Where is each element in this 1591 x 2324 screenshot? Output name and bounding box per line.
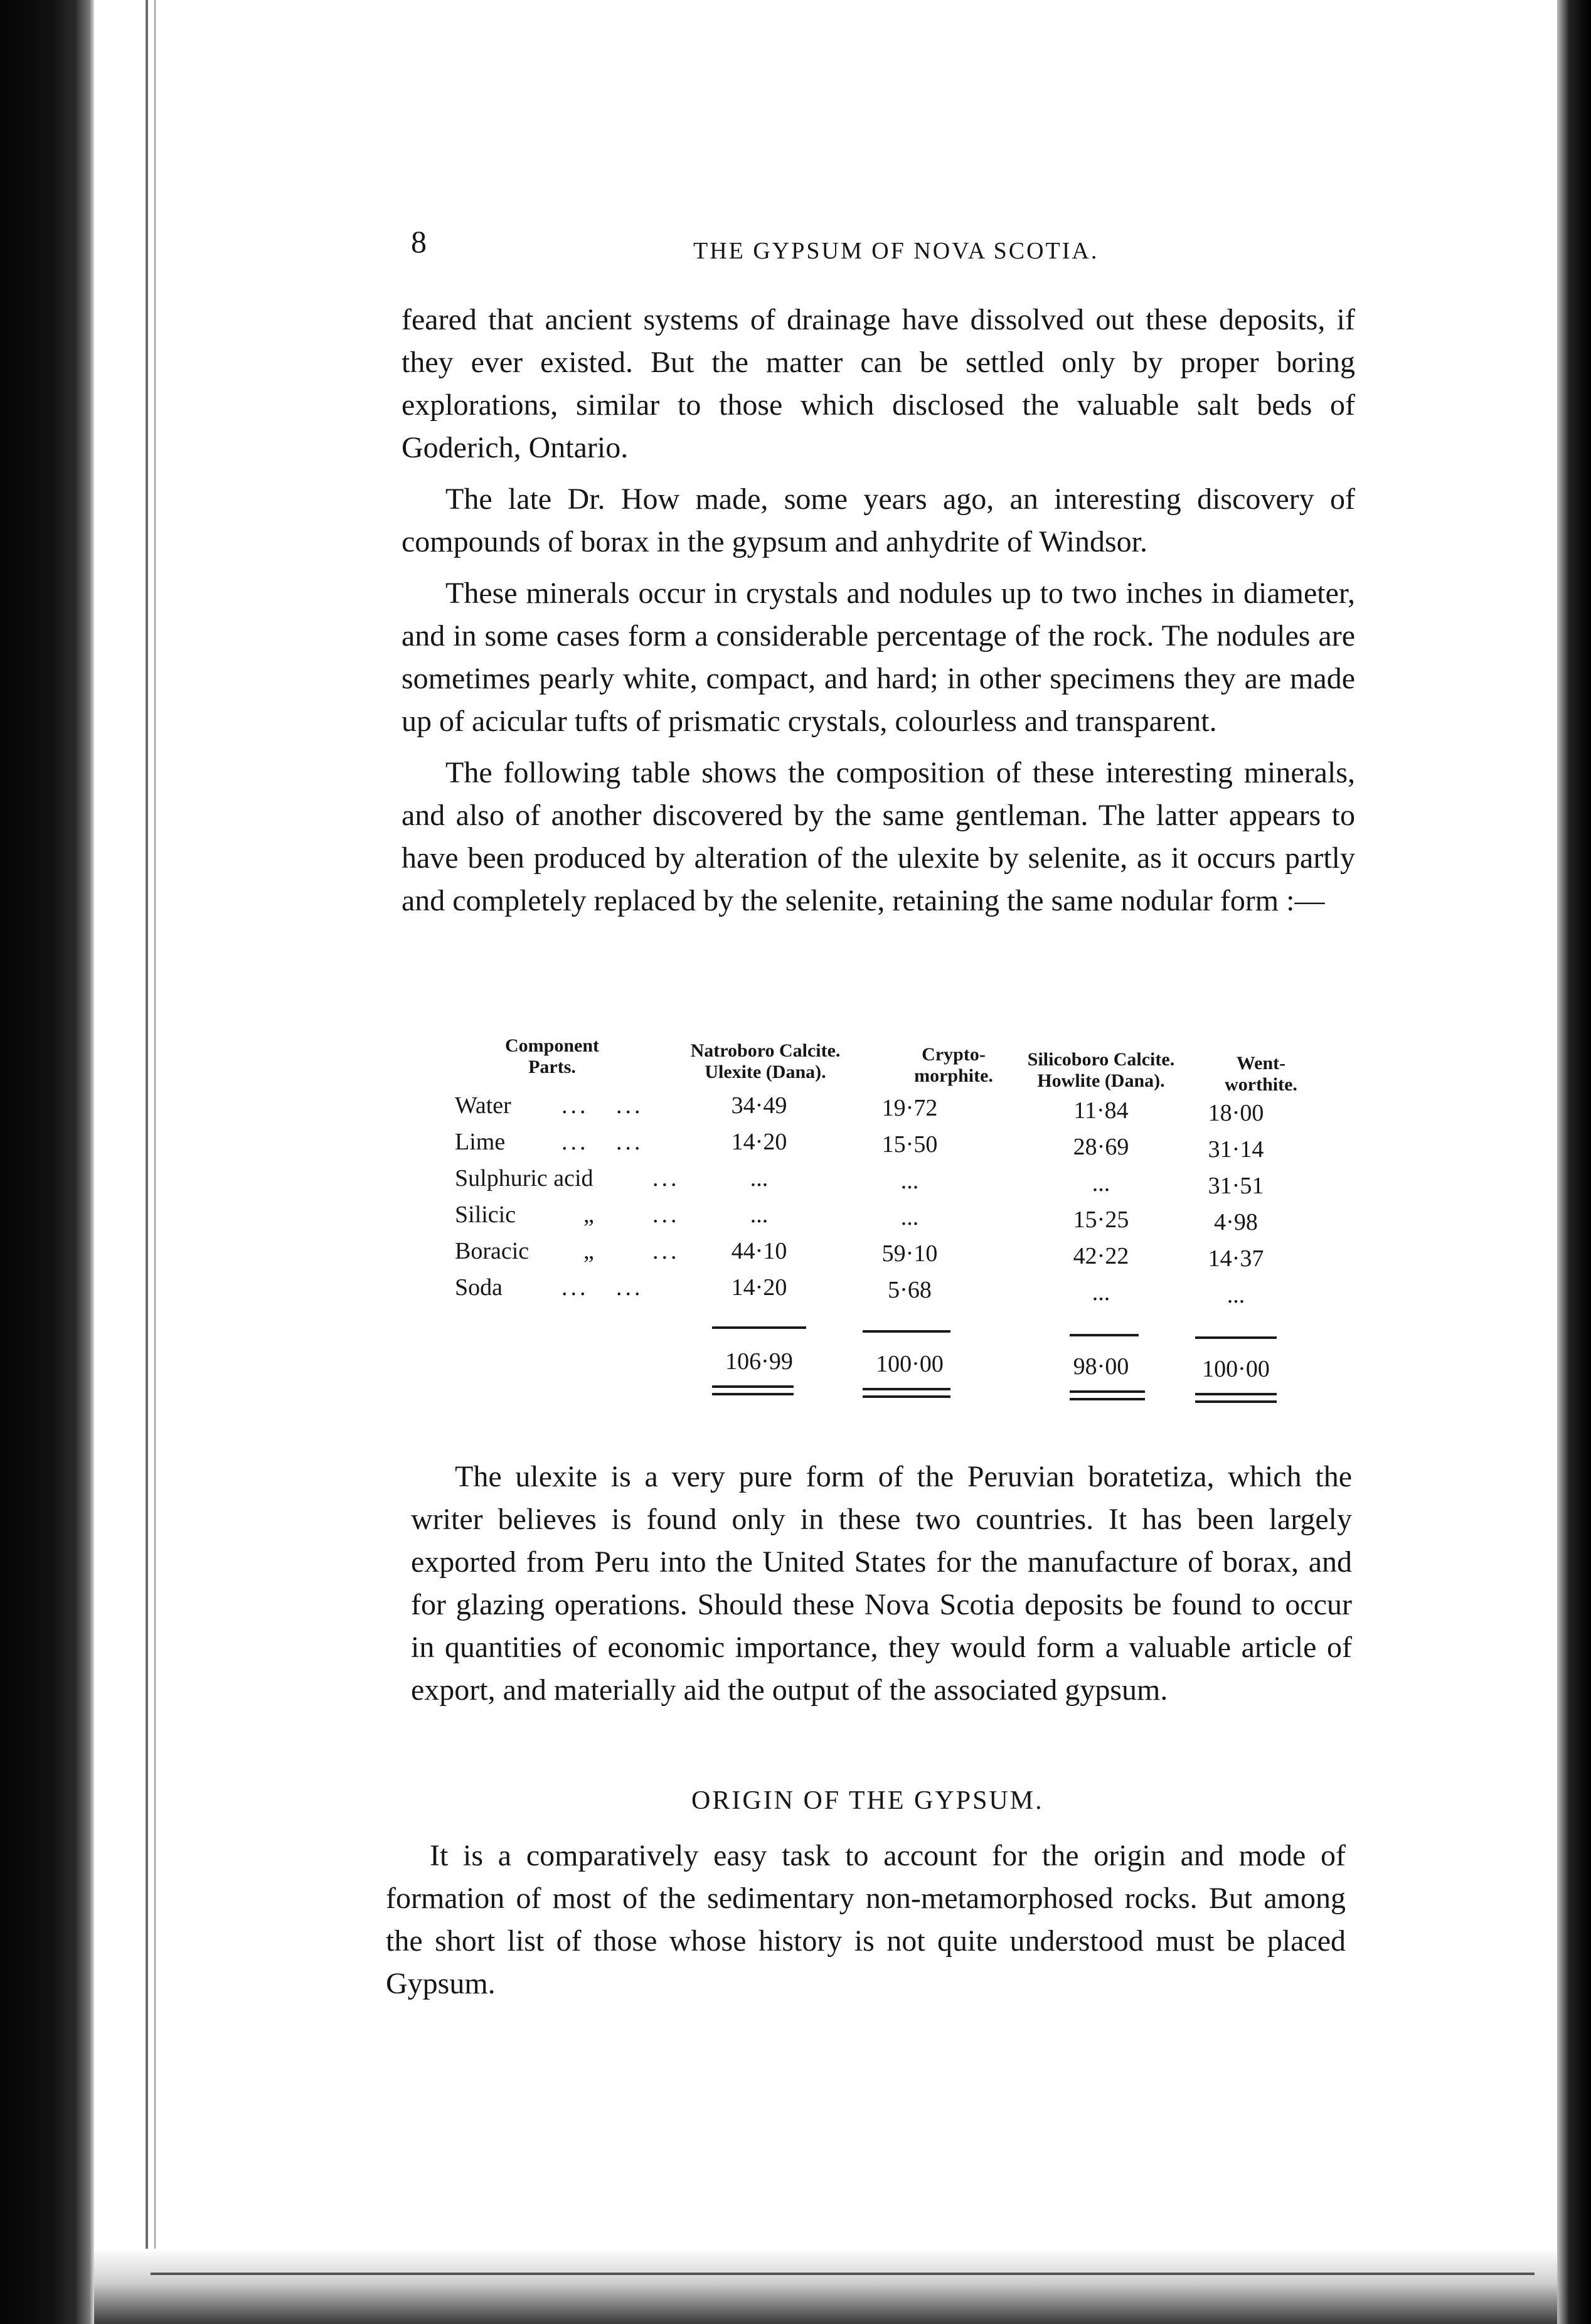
table-cell: 18·00 — [1208, 1100, 1264, 1126]
right-page-edge — [1557, 0, 1591, 2324]
table-cell: 31·51 — [1208, 1173, 1264, 1199]
table-cell: ... — [750, 1202, 769, 1228]
body-text-after-table — [411, 1456, 1352, 1720]
row-label: Silicic — [455, 1202, 516, 1228]
table-cell: ... — [900, 1204, 919, 1230]
total-double-rule — [1070, 1390, 1145, 1393]
total-double-rule — [863, 1395, 950, 1398]
paragraph: The late Dr. How made, some years ago, an interesting discovery of compounds of borax in the gypsum and anhydrite of Windsor. — [402, 482, 1355, 558]
table-cell: 14·20 — [731, 1129, 787, 1155]
row-label: Soda — [455, 1274, 503, 1301]
header-line: Went- — [1236, 1053, 1286, 1074]
total-double-rule — [712, 1393, 794, 1395]
row-label: Water — [455, 1092, 511, 1119]
row-leader-dots: ... — [652, 1202, 680, 1228]
table-cell: ... — [1092, 1170, 1110, 1197]
header-line: Silicoboro Calcite. — [1027, 1049, 1175, 1070]
total-double-rule — [712, 1385, 794, 1388]
table-cell: 44·10 — [731, 1238, 787, 1264]
header-line: Natroboro Calcite. — [690, 1040, 841, 1061]
total-cryptomorphite: 100·00 — [876, 1351, 944, 1377]
table-header-howlite — [1007, 1049, 1195, 1092]
running-head: THE GYPSUM OF NOVA SCOTIA. — [693, 238, 1099, 264]
row-ditto-mark: „ — [583, 1202, 594, 1228]
row-leader-dots: ... — [652, 1238, 680, 1264]
total-ulexite: 106·99 — [725, 1348, 793, 1375]
table-cell: 34·49 — [731, 1092, 787, 1119]
paragraph: The following table shows the composition of these interesting minerals, and also of another discovered by the same gentleman. The latter appears to have been produced by alteration of the ulexite by selenite, as it occurs partly and completely replaced by the selenite, retaining the same nodular form :— — [402, 756, 1355, 917]
paragraph: These minerals occur in crystals and nodules up to two inches in diameter, and in some cases form a considerable percentage of the rock. The nodules are sometimes pearly white, compact, and hard; in other specimens they are made up of acicular tufts of prismatic crystals, colourless and transparent. — [402, 577, 1355, 738]
row-label: Boracic — [455, 1238, 529, 1264]
bottom-page-edge — [94, 2249, 1557, 2324]
paragraph: feared that ancient systems of drainage have dissolved out these deposits, if they ever existed. But the matter can be settled only by proper boring explorations, similar to those which disclosed the valuable salt beds of Goderich, Ontario. — [402, 303, 1355, 464]
row-label: Sulphuric acid — [455, 1165, 593, 1191]
table-header-cryptomorphite — [881, 1044, 1026, 1087]
table-cell: ... — [900, 1168, 919, 1194]
row-label: Lime — [455, 1129, 506, 1155]
table-cell: 15·25 — [1073, 1207, 1129, 1233]
table-cell: 42·22 — [1073, 1243, 1129, 1269]
composition-table — [449, 1023, 1327, 1418]
row-leader-dots: ... — [652, 1165, 680, 1191]
total-double-rule — [1195, 1400, 1277, 1403]
total-double-rule — [1195, 1393, 1277, 1395]
table-header-component — [449, 1035, 656, 1078]
table-cell: ... — [1227, 1282, 1245, 1308]
total-wentworthite: 100·00 — [1202, 1356, 1270, 1382]
header-line: Howlite (Dana). — [1037, 1070, 1165, 1091]
page-number: 8 — [411, 224, 427, 259]
row-ditto-mark: „ — [583, 1238, 594, 1264]
table-cell: 5·68 — [888, 1277, 932, 1303]
sum-rule — [712, 1326, 806, 1329]
total-double-rule — [863, 1388, 950, 1390]
table-cell: 14·37 — [1208, 1245, 1264, 1272]
row-leader-dots: ... ... — [561, 1092, 644, 1119]
table-cell: 59·10 — [881, 1240, 938, 1267]
table-cell: ... — [750, 1165, 769, 1191]
row-leader-dots: ... ... — [561, 1129, 644, 1155]
table-header-wentworthite — [1195, 1053, 1327, 1095]
table-cell: 4·98 — [1214, 1209, 1258, 1235]
paragraph: It is a comparatively easy task to account for the origin and mode of formation of most of the sedimentary non-metamorphosed rocks. But among the short list of those whose history is not quite understood must be placed Gypsum. — [386, 1839, 1346, 2000]
body-text-top — [402, 299, 1355, 931]
bottom-edge-line — [151, 2273, 1535, 2275]
section-heading: ORIGIN OF THE GYPSUM. — [691, 1786, 1044, 1815]
body-text-section — [386, 1835, 1346, 2014]
table-cell: 31·14 — [1208, 1136, 1264, 1163]
paragraph: The ulexite is a very pure form of the Peruvian boratetiza, which the writer believes is found only in these two countries. It has been largely exported from Peru into the United States for the manufacture of borax, and for glazing operations. Should these Nova Scotia deposits be found to occur in quantities of economic importance, they would form a valuable article of export, and materially aid the output of the associated gypsum. — [411, 1460, 1352, 1707]
page-edge-line — [154, 0, 156, 2324]
table-cell: 11·84 — [1073, 1097, 1129, 1124]
table-cell: 28·69 — [1073, 1134, 1129, 1160]
table-header-ulexite — [671, 1040, 859, 1083]
header-line: Component — [504, 1035, 599, 1056]
header-line: morphite. — [914, 1065, 993, 1086]
total-howlite: 98·00 — [1073, 1353, 1129, 1380]
table-cell: 14·20 — [731, 1274, 787, 1301]
binding-gutter — [0, 0, 94, 2324]
header-line: worthite. — [1225, 1074, 1297, 1095]
row-leader-dots: ... ... — [561, 1274, 644, 1301]
sum-rule — [1070, 1334, 1139, 1336]
header-line: Ulexite (Dana). — [705, 1062, 826, 1082]
total-double-rule — [1070, 1398, 1145, 1400]
sum-rule — [863, 1330, 950, 1333]
header-line: Crypto- — [922, 1044, 986, 1065]
table-cell: ... — [1092, 1279, 1110, 1306]
page-edge-line — [146, 0, 148, 2324]
sum-rule — [1195, 1336, 1277, 1339]
header-line: Parts. — [528, 1057, 576, 1077]
table-cell: 15·50 — [881, 1131, 938, 1158]
table-cell: 19·72 — [881, 1095, 938, 1121]
